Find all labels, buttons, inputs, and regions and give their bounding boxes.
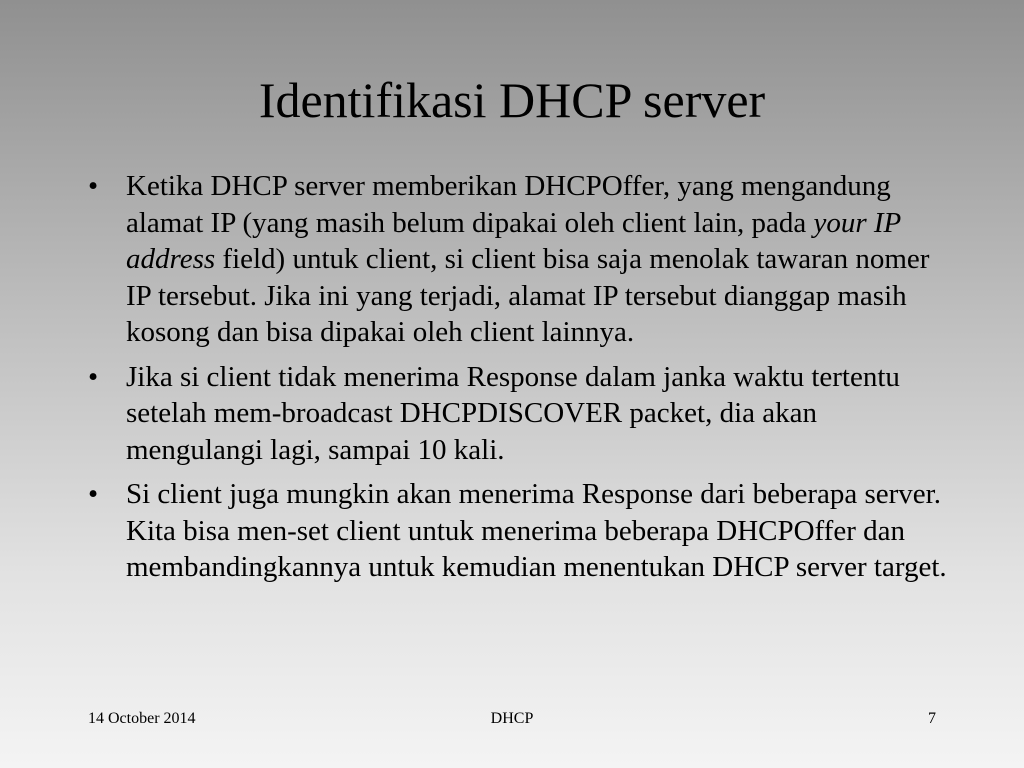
bullet-text-3: Si client juga mungkin akan menerima Response dari beberapa server. Kita bisa men-set client untuk menerima beberapa DHCPOffer dan membandingkannya untuk kemudian menentukan DHCP server target.: [126, 478, 947, 583]
slide-title: Identifikasi DHCP server: [258, 72, 766, 128]
bullet-text-1-start: Ketika DHCP server memberikan DHCPOffer, yang mengandung alamat IP (yang masih belum dipakai oleh client lain, pada: [126, 170, 891, 239]
footer-title: DHCP: [490, 710, 534, 727]
bullet-item-2: [88, 359, 948, 469]
bullet-list: [88, 168, 948, 594]
footer-date: 14 October 2014: [88, 710, 196, 727]
bullet-item-3: [88, 476, 948, 586]
bullet-icon: •: [88, 360, 99, 393]
bullet-icon: •: [88, 478, 99, 510]
bullet-text-1-end: field) untuk client, si client bisa saja menolak tawaran nomer IP tersebut. Jika ini yang terjadi, alamat IP tersebut dianggap masih kosong dan bisa dipakai oleh client lainnya.: [126, 243, 930, 348]
bullet-text-2: Jika si client tidak menerima Response dalam janka waktu tertentu setelah mem-broadcast DHCPDISCOVER packet, dia akan mengulangi lagi, sampai 10 kali.: [126, 360, 900, 466]
bullet-text-1-emphasis: your IP address: [126, 206, 901, 275]
page-number: 7: [928, 710, 936, 727]
bullet-item-1: [88, 168, 948, 351]
bullet-icon: •: [88, 170, 99, 202]
